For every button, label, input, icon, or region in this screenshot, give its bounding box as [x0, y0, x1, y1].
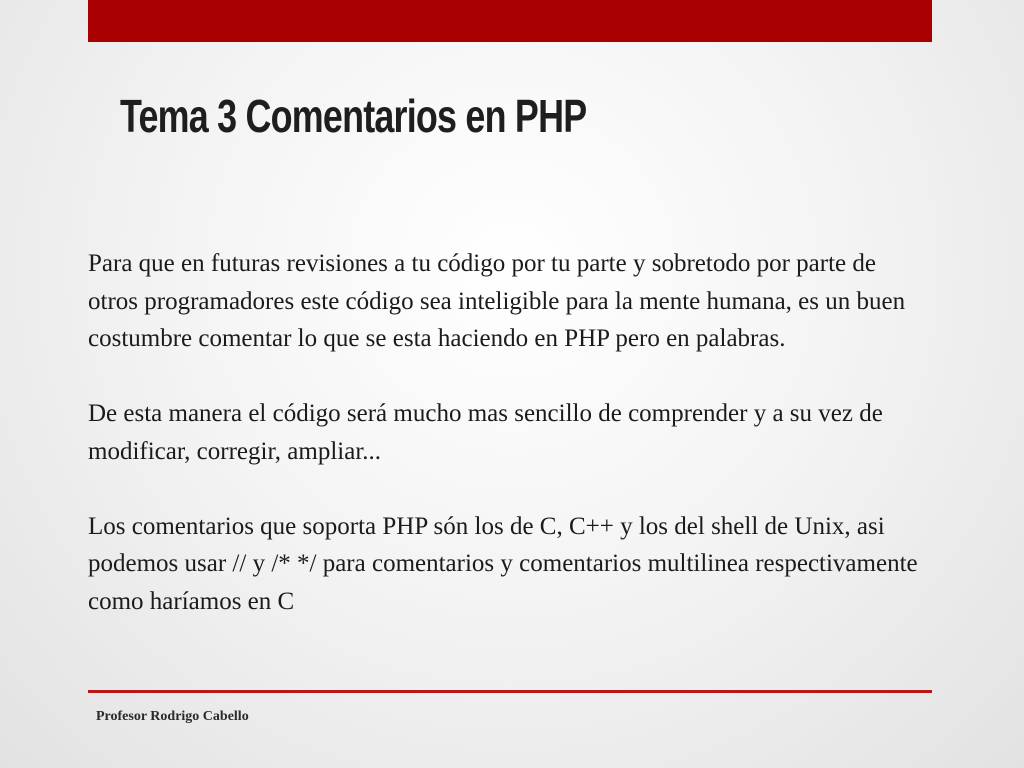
body-paragraph-2: De esta manera el código será mucho mas sencillo de comprender y a su vez de modificar, corregir, ampliar...	[88, 400, 883, 465]
footer-divider	[88, 690, 932, 693]
body-paragraph-1: Para que en futuras revisiones a tu código por tu parte y sobretodo por parte de otros programadores este código sea inteligible para la mente humana, es un buen costumbre comentar lo que se esta haciendo en PHP pero en palabras.	[88, 250, 906, 352]
slide-title: Tema 3 Comentarios en PHP	[120, 90, 587, 142]
body-paragraph-3: Los comentarios que soporta PHP són los de C, C++ y los del shell de Unix, asi podemos usar // y /* */ para comentarios y comentarios multilinea respectivamente como haríamos en C	[88, 512, 918, 615]
footer-author: Profesor Rodrigo Cabello	[96, 709, 249, 724]
top-accent-bar	[88, 0, 932, 42]
slide-body	[88, 245, 928, 620]
